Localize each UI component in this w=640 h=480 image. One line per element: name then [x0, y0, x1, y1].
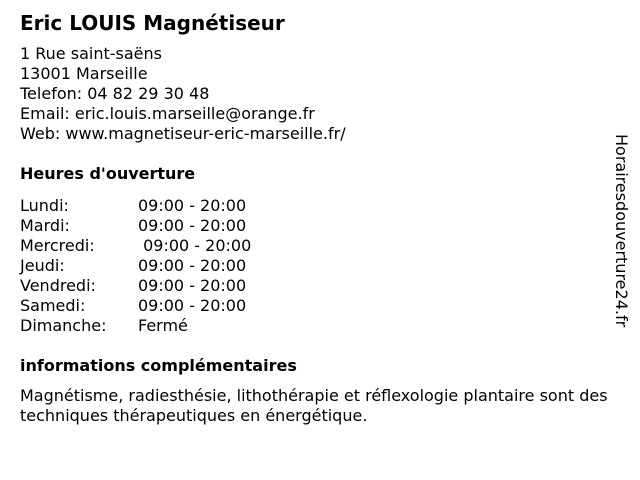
hours-row-mercredi	[20, 236, 251, 256]
address-block	[20, 44, 620, 144]
hours-row-lundi	[20, 196, 251, 216]
street-address: 1 Rue saint-saëns	[20, 44, 162, 63]
time-range: 09:00 - 20:00	[138, 276, 247, 295]
time-range: 09:00 - 20:00	[138, 216, 247, 235]
hours-row-samedi	[20, 296, 251, 316]
watermark-text: Horairesdouverture24.fr	[612, 134, 631, 328]
day-label: Jeudi:	[20, 256, 65, 275]
email-address[interactable]: Email: eric.louis.marseille@orange.fr	[20, 104, 315, 123]
business-name: Eric LOUIS Magnétiseur	[20, 11, 285, 35]
day-label: Mardi:	[20, 216, 70, 235]
site-watermark	[611, 134, 631, 344]
day-label: Samedi:	[20, 296, 86, 315]
hours-row-jeudi	[20, 256, 251, 276]
additional-info-heading: informations complémentaires	[20, 356, 297, 375]
hours-row-mardi	[20, 216, 251, 236]
day-label: Dimanche:	[20, 316, 107, 335]
hours-row-vendredi	[20, 276, 251, 296]
time-range: 09:00 - 20:00	[138, 296, 247, 315]
time-range: Fermé	[138, 316, 188, 335]
time-range: 09:00 - 20:00	[138, 236, 252, 255]
opening-hours-heading: Heures d'ouverture	[20, 164, 196, 183]
city-postal-code: 13001 Marseille	[20, 64, 148, 83]
hours-row-dimanche	[20, 316, 251, 336]
additional-info-text: Magnétisme, radiesthésie, lithothérapie et réflexologie plantaire sont des techniques thérapeutiques en énergétique.	[20, 386, 608, 425]
day-label: Lundi:	[20, 196, 69, 215]
phone-number[interactable]: Telefon: 04 82 29 30 48	[20, 84, 210, 103]
website-url[interactable]: Web: www.magnetiseur-eric-marseille.fr/	[20, 124, 346, 143]
opening-hours-table	[20, 196, 251, 336]
time-range: 09:00 - 20:00	[138, 196, 247, 215]
time-range: 09:00 - 20:00	[138, 256, 247, 275]
day-label: Vendredi:	[20, 276, 96, 295]
day-label: Mercredi:	[20, 236, 95, 255]
business-info-card	[20, 10, 620, 426]
